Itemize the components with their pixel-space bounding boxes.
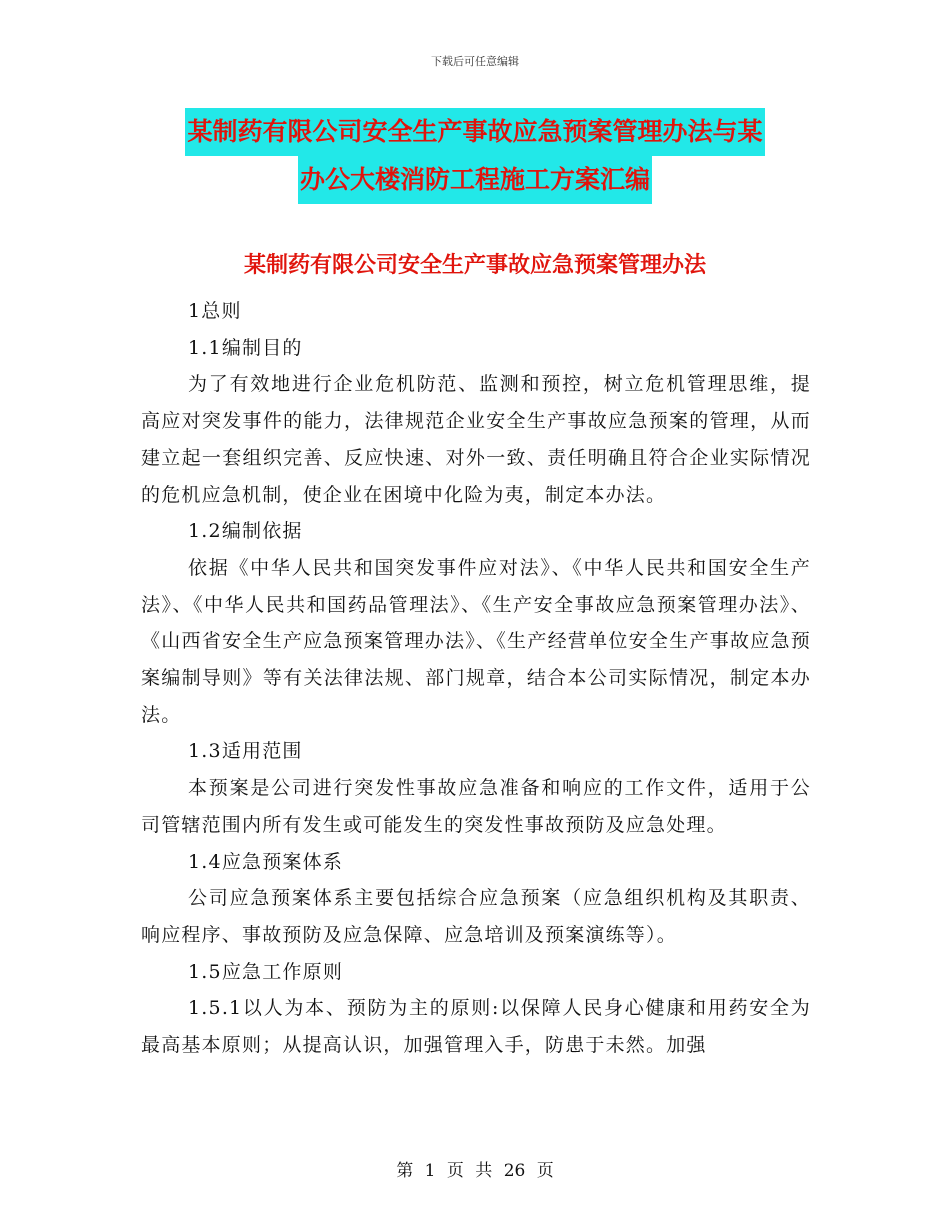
heading-purpose: 1.1编制目的: [188, 336, 303, 359]
paragraph-scope: 本预案是公司进行突发性事故应急准备和响应的工作文件，适用于公司管辖范围内所有发生或可能发生的突发性事故预防及应急处理。: [141, 777, 811, 836]
paragraph-principle-1: 1.5.1以人为本、预防为主的原则:以保障人民身心健康和用药安全为最高基本原则；从提高认识，加强管理入手，防患于未然。加强: [141, 997, 811, 1057]
document-title: [140, 108, 810, 204]
document-title-line-2: 办公大楼消防工程施工方案汇编: [298, 156, 652, 204]
document-title-line-1: 某制药有限公司安全生产事故应急预案管理办法与某: [185, 108, 764, 156]
heading-principles: 1.5应急工作原则: [188, 960, 344, 983]
document-body: [141, 293, 811, 1064]
heading-scope: 1.3适用范围: [188, 740, 303, 763]
page-footer: 第 1 页 共 26 页: [396, 1161, 554, 1181]
heading-plan-system: 1.4应急预案体系: [188, 850, 344, 873]
header-note: 下载后可任意编辑: [431, 55, 519, 68]
heading-basis: 1.2编制依据: [188, 520, 303, 543]
paragraph-purpose: 为了有效地进行企业危机防范、监测和预控，树立危机管理思维，提高应对突发事件的能力，法律规范企业安全生产事故应急预案的管理，从而建立起一套组织完善、反应快速、对外一致、责任明确且符合企业实际情况的危机应急机制，使企业在困境中化险为夷，制定本办法。: [141, 373, 811, 506]
paragraph-plan-system: 公司应急预案体系主要包括综合应急预案（应急组织机构及其职责、响应程序、事故预防及应急保障、应急培训及预案演练等）。: [141, 887, 811, 946]
heading-general: 1总则: [188, 300, 242, 322]
section-title: 某制药有限公司安全生产事故应急预案管理办法: [243, 253, 706, 278]
paragraph-basis: 依据《中华人民共和国突发事件应对法》、《中华人民共和国安全生产法》、《中华人民共和国药品管理法》、《生产安全事故应急预案管理办法》、《山西省安全生产应急预案管理办法》、《生产经营单位安全生产事故应急预案编制导则》等有关法律法规、部门规章，结合本公司实际情况，制定本办法。: [141, 556, 811, 726]
